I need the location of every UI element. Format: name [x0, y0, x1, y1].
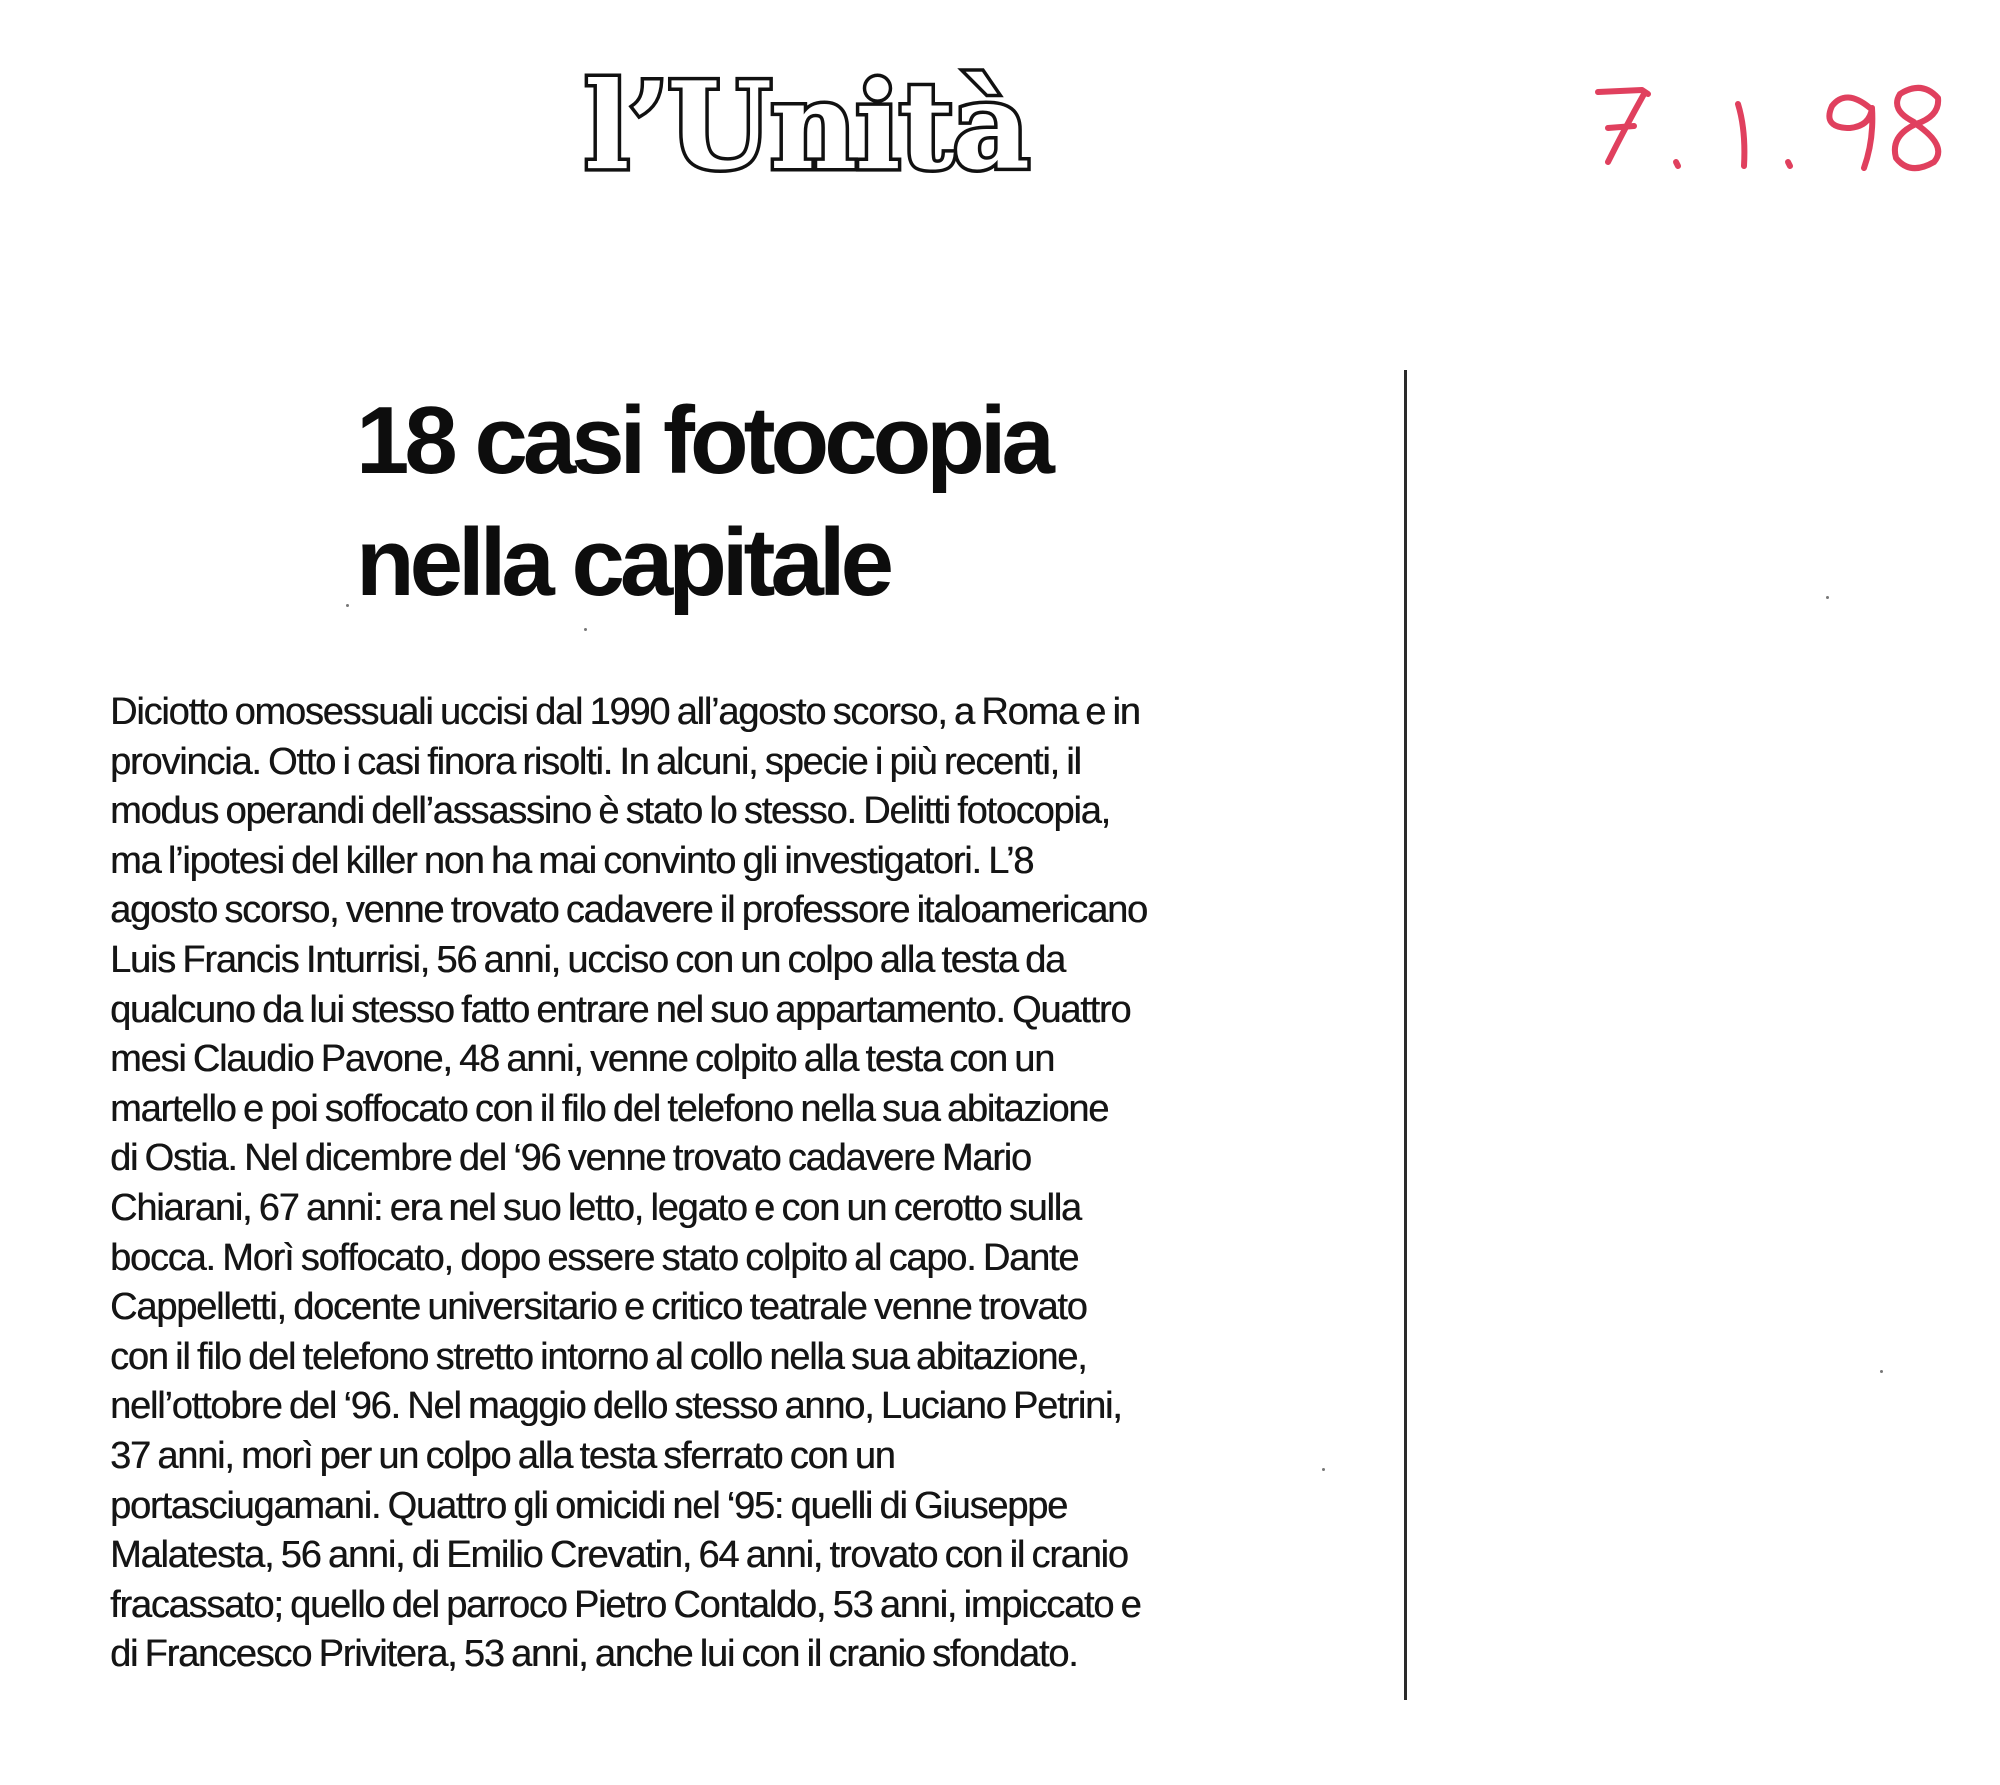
body-line: Malatesta, 56 anni, di Emilio Crevatin, 64 anni, trovato con il cranio — [110, 1534, 1128, 1577]
body-line: provincia. Otto i casi finora risolti. In alcuni, specie i più recenti, il — [110, 740, 1081, 783]
body-line: fracassato; quello del parroco Pietro Contaldo, 53 anni, impiccato e — [110, 1583, 1141, 1626]
body-line: ma l’ipotesi del killer non ha mai convinto gli investigatori. L’8 — [110, 839, 1034, 882]
body-line: Cappelletti, docente universitario e critico teatrale venne trovato — [110, 1286, 1087, 1329]
body-line: bocca. Morì soffocato, dopo essere stato colpito al capo. Dante — [110, 1236, 1079, 1279]
scan-speck — [1880, 1370, 1883, 1373]
body-line: di Ostia. Nel dicembre del ‘96 venne trovato cadavere Mario — [110, 1137, 1031, 1180]
body-line: agosto scorso, venne trovato cadavere il professore italoamericano — [110, 889, 1147, 932]
article-headline — [356, 380, 1256, 624]
body-line: di Francesco Privitera, 53 anni, anche lui con il cranio sfondato. — [110, 1633, 1078, 1676]
scan-speck — [346, 604, 349, 607]
scan-speck — [1322, 1468, 1325, 1471]
body-line: nell’ottobre del ‘96. Nel maggio dello stesso anno, Luciano Petrini, — [110, 1385, 1122, 1428]
body-line: Luis Francis Inturrisi, 56 anni, ucciso con un colpo alla testa da — [110, 938, 1065, 981]
body-line: con il filo del telefono stretto intorno al collo nella sua abitazione, — [110, 1335, 1087, 1378]
scan-speck — [1826, 596, 1829, 599]
column-divider-rule — [1404, 370, 1407, 1700]
body-line: martello e poi soffocato con il filo del telefono nella sua abitazione — [110, 1087, 1109, 1130]
body-line: portasciugamani. Quattro gli omicidi nel ‘95: quelli di Giuseppe — [110, 1484, 1067, 1527]
headline-line: nella capitale — [356, 509, 889, 616]
body-line: Diciotto omosessuali uccisi dal 1990 all’agosto scorso, a Roma e in — [110, 691, 1140, 733]
body-line: Chiarani, 67 anni: era nel suo letto, legato e con un cerotto sulla — [110, 1186, 1081, 1229]
masthead-lettering: l’Unità — [583, 56, 1029, 197]
scan-speck — [584, 628, 587, 631]
body-line: modus operandi dell’assassino è stato lo stesso. Delitti fotocopia, — [110, 790, 1110, 833]
body-line: mesi Claudio Pavone, 48 anni, venne colpito alla testa con un — [110, 1038, 1055, 1081]
article-body — [110, 688, 1400, 1680]
body-line: qualcuno da lui stesso fatto entrare nel suo appartamento. Quattro — [110, 988, 1131, 1031]
headline-line: 18 casi fotocopia — [356, 387, 1050, 494]
newspaper-masthead-logo — [536, 40, 1076, 200]
body-line: 37 anni, morì per un colpo alla testa sferrato con un — [110, 1434, 895, 1477]
handwritten-date-annotation — [1578, 70, 1958, 190]
